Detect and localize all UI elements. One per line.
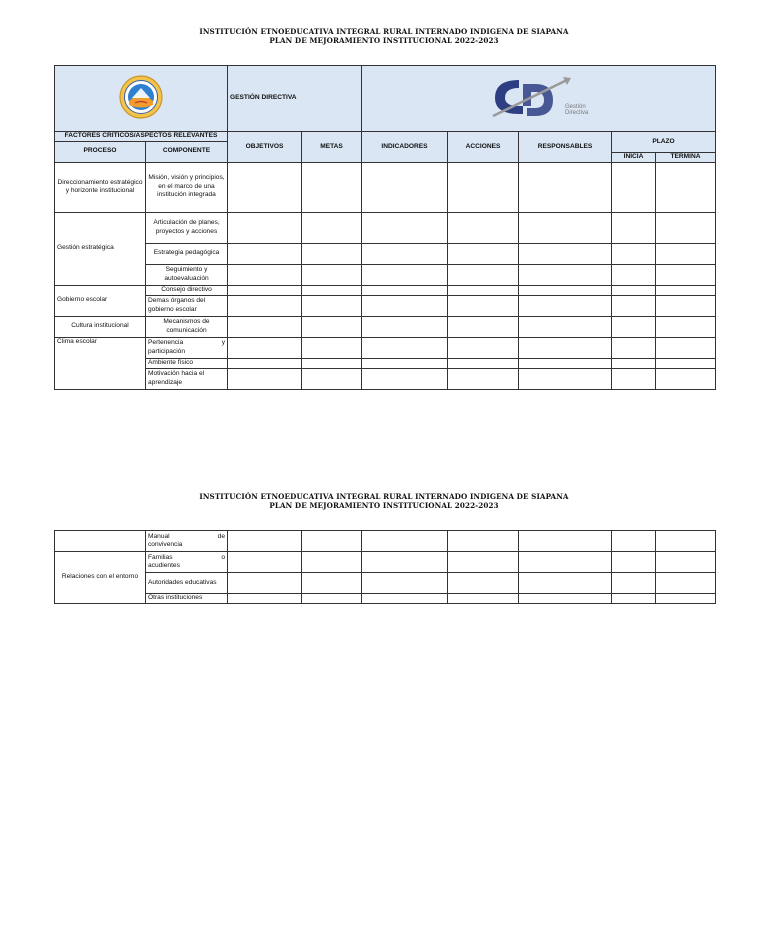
table-row	[55, 316, 716, 337]
institution-name: INSTITUCIÓN ETNOEDUCATIVA INTEGRAL RURAL INTERNADO INDIGENA DE SIAPANA	[199, 27, 569, 36]
factores-header: FACTORES CRITICOS/ASPECTOS RELEVANTES	[55, 132, 228, 142]
table-row	[55, 295, 716, 316]
component-cell: Seguimiento y autoevaluación	[146, 264, 228, 285]
indicadores-header: INDICADORES	[362, 132, 448, 163]
termina-header: TERMINA	[656, 152, 716, 162]
table-row	[55, 285, 716, 295]
table-row	[55, 337, 716, 358]
institution-name: INSTITUCIÓN ETNOEDUCATIVA INTEGRAL RURAL INTERNADO INDIGENA DE SIAPANA	[199, 492, 569, 501]
table-row	[55, 368, 716, 389]
institution-logo-cell	[55, 66, 228, 132]
process-cell: Cultura institucional	[55, 316, 146, 337]
table-row	[55, 264, 716, 285]
banner-row	[55, 66, 716, 132]
header-row-1	[55, 132, 716, 142]
table-row	[55, 162, 716, 212]
component-cell: Misión, visión y principios, en el marco de una institución integrada	[146, 162, 228, 212]
inicia-header: INICIA	[612, 152, 656, 162]
objetivos-header: OBJETIVOS	[228, 132, 302, 163]
table-row	[55, 573, 716, 594]
process-cell: Gobierno escolar	[55, 285, 146, 316]
component-cell: Consejo directivo	[146, 285, 228, 295]
component-cell: Articulación de planes, proyectos y acciones	[146, 212, 228, 243]
gd-logo-cell	[362, 66, 716, 132]
component-cell: Otras instituciones	[146, 594, 228, 604]
process-cell: Relaciones con el entorno	[55, 552, 146, 604]
institution-seal-icon	[117, 74, 165, 120]
acciones-header: ACCIONES	[448, 132, 519, 163]
table-row	[55, 594, 716, 604]
table-row	[55, 212, 716, 243]
improvement-plan-table-continued	[54, 530, 716, 604]
component-cell: Ambiente físico	[146, 358, 228, 368]
component-cell: Mecanismos de comunicación	[146, 316, 228, 337]
plazo-header: PLAZO	[612, 132, 716, 153]
document-header-page-2	[0, 492, 768, 510]
process-cell: Clima escolar	[55, 337, 146, 389]
process-cell: Gestión estratégica	[55, 212, 146, 285]
component-cell: Demas órganos del gobierno escolar	[146, 295, 228, 316]
component-cell: Manual de convivencia	[146, 531, 228, 552]
componente-header: COMPONENTE	[146, 141, 228, 162]
table-row	[55, 531, 716, 552]
table-row	[55, 243, 716, 264]
process-cell: Direccionamiento estratégico y horizonte institucional	[55, 162, 146, 212]
area-title: GESTIÓN DIRECTIVA	[228, 66, 362, 132]
component-cell: Pertenencia y participación	[146, 337, 228, 358]
component-cell: Estrategia pedagógica	[146, 243, 228, 264]
plan-title: PLAN DE MEJORAMIENTO INSTITUCIONAL 2022-2023	[269, 501, 499, 510]
proceso-header: PROCESO	[55, 141, 146, 162]
component-cell: Familias o acudientes	[146, 552, 228, 573]
table-row	[55, 552, 716, 573]
gd-logo-caption-1: Gestión	[564, 103, 586, 110]
gestion-directiva-logo-icon	[479, 72, 599, 122]
gd-logo-caption-2: Directiva	[564, 109, 588, 116]
plan-title: PLAN DE MEJORAMIENTO INSTITUCIONAL 2022-2023	[269, 36, 499, 45]
improvement-plan-table	[54, 65, 716, 390]
component-cell: Motivación hacia el aprendizaje	[146, 368, 228, 389]
responsables-header: RESPONSABLES	[519, 132, 612, 163]
component-cell: Autoridades educativas	[146, 573, 228, 594]
document-header	[0, 27, 768, 45]
table-row	[55, 358, 716, 368]
metas-header: METAS	[302, 132, 362, 163]
